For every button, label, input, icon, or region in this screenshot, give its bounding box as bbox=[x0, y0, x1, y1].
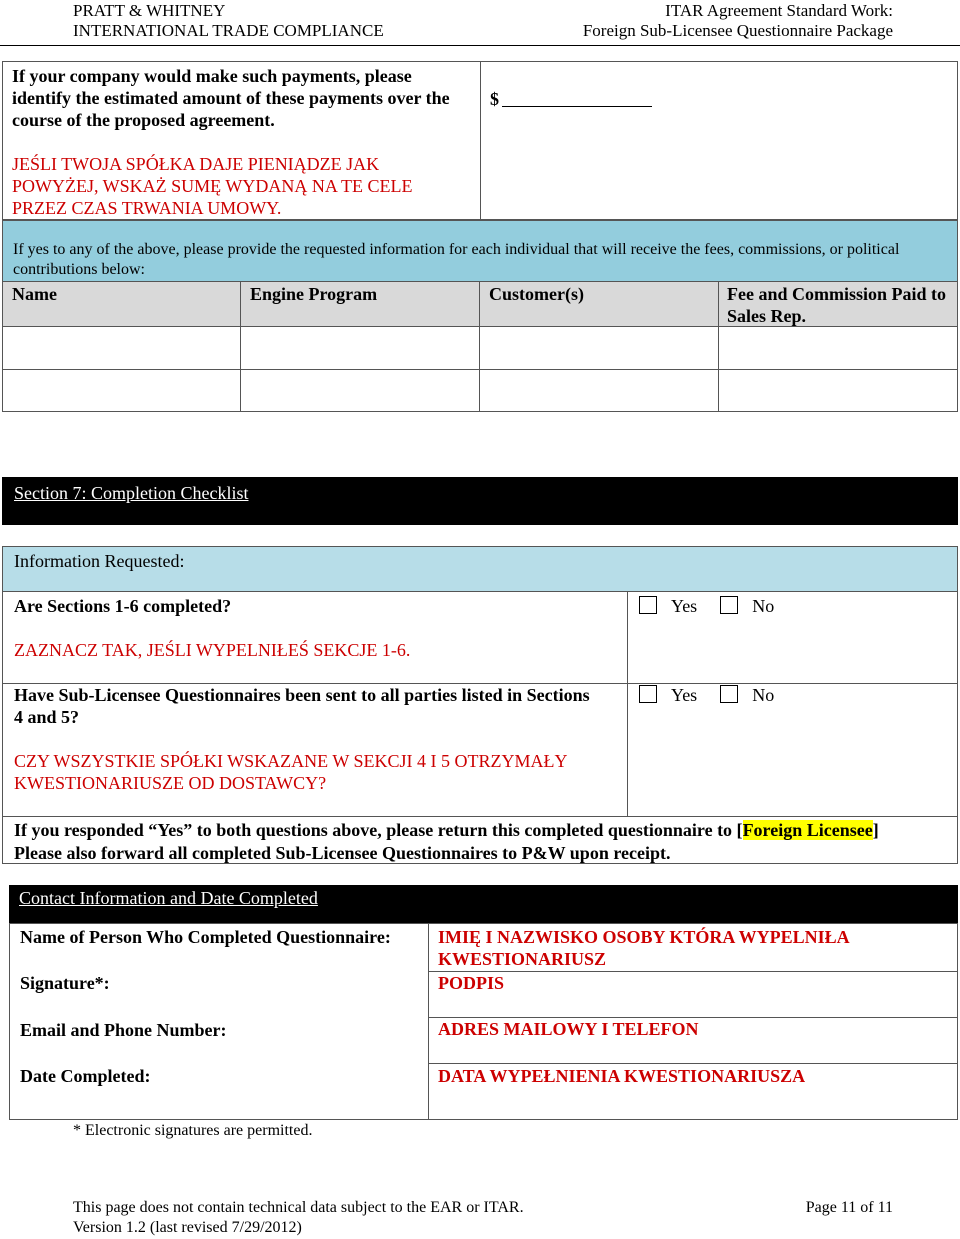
info-requested-header bbox=[2, 546, 958, 592]
header-right-line2: Foreign Sub-Licensee Questionnaire Package bbox=[582, 21, 893, 40]
contact-title: Contact Information and Date Completed bbox=[19, 888, 318, 908]
q1-no-checkbox[interactable] bbox=[720, 596, 738, 614]
contact-label-date: Date Completed: bbox=[20, 1066, 151, 1086]
header-left-line2: INTERNATIONAL TRADE COMPLIANCE bbox=[73, 21, 384, 40]
contact-label-signature: Signature*: bbox=[20, 973, 110, 993]
table-cell[interactable] bbox=[479, 369, 719, 412]
contact-labels-col bbox=[9, 923, 429, 1120]
return-instruction-line1: If you responded “Yes” to both questions above, please return this completed questionnaire to [Foreign Licensee] bbox=[14, 820, 879, 840]
table-cell[interactable] bbox=[718, 326, 958, 370]
q1-pl: ZAZNACZ TAK, JEŚLI WYPELNIŁEŚ SEKCJE 1-6. bbox=[14, 640, 411, 660]
contact-value-signature-cell[interactable] bbox=[428, 971, 958, 1018]
header-rule bbox=[0, 45, 960, 46]
contact-label-name: Name of Person Who Completed Questionnaire: bbox=[20, 927, 391, 947]
q1-yes-checkbox[interactable] bbox=[639, 596, 657, 614]
contact-value-email-cell[interactable] bbox=[428, 1017, 958, 1064]
instruction-text: If yes to any of the above, please provide the requested information for each individual that will receive the fees, commissions, or political contributions below: bbox=[13, 241, 900, 278]
contact-value-signature: PODPIS bbox=[438, 973, 505, 993]
table-cell[interactable] bbox=[240, 326, 480, 370]
table-cell[interactable] bbox=[2, 369, 241, 412]
col-header-fee-commission: Fee and Commission Paid to Sales Rep. bbox=[718, 281, 958, 327]
section7-title: Section 7: Completion Checklist bbox=[14, 483, 249, 503]
section7-header-bar bbox=[2, 477, 958, 525]
q1-cell bbox=[2, 591, 628, 684]
footer-disclaimer: This page does not contain technical data subject to the EAR or ITAR. bbox=[73, 1199, 524, 1216]
payments-amount-cell[interactable] bbox=[480, 61, 958, 220]
payments-question-pl: JEŚLI TWOJA SPÓŁKA DAJE PIENIĄDZE JAK POWYŻEJ, WSKAŻ SUMĘ WYDANĄ NA TE CELE PRZEZ CZAS TRWANIA UMOWY. bbox=[12, 154, 413, 218]
q2-pl: CZY WSZYSTKIE SPÓŁKI WSKAZANE W SEKCJI 4 I 5 OTRZYMAŁY KWESTIONARIUSZE OD DOSTAWCY? bbox=[14, 751, 567, 793]
info-requested-label: Information Requested: bbox=[14, 551, 185, 571]
contact-header-bar bbox=[9, 885, 958, 924]
q2-yes-checkbox[interactable] bbox=[639, 685, 657, 703]
foreign-licensee-highlight: Foreign Licensee bbox=[742, 820, 873, 840]
amount-input-line[interactable] bbox=[502, 106, 652, 107]
q2-answer-cell bbox=[627, 683, 958, 817]
q1-en: Are Sections 1-6 completed? bbox=[14, 596, 232, 616]
q2-cell bbox=[2, 683, 628, 817]
q1-yes-label: Yes bbox=[671, 596, 698, 616]
signature-footnote: * Electronic signatures are permitted. bbox=[73, 1122, 313, 1139]
col-header-customers: Customer(s) bbox=[479, 281, 719, 327]
contact-value-name: IMIĘ I NAZWISKO OSOBY KTÓRA WYPELNIŁA KWESTIONARIUSZ bbox=[438, 927, 849, 969]
payments-question-cell bbox=[2, 61, 481, 220]
table-cell[interactable] bbox=[240, 369, 480, 412]
q2-yes-label: Yes bbox=[671, 685, 698, 705]
header-right-line1: ITAR Agreement Standard Work: bbox=[665, 1, 893, 20]
table-cell[interactable] bbox=[479, 326, 719, 370]
q1-no-label: No bbox=[752, 596, 775, 616]
contact-label-email-phone: Email and Phone Number: bbox=[20, 1020, 227, 1040]
payments-question-en: If your company would make such payments, please identify the estimated amount of these payments over the course of the proposed agreement. bbox=[12, 66, 450, 130]
return-instruction-cell bbox=[2, 816, 958, 864]
q1-answer-cell bbox=[627, 591, 958, 684]
table-cell[interactable] bbox=[718, 369, 958, 412]
q2-no-label: No bbox=[752, 685, 775, 705]
dollar-sign: $ bbox=[490, 89, 499, 109]
footer-page-number: Page 11 of 11 bbox=[805, 1199, 893, 1216]
instruction-banner bbox=[2, 220, 958, 282]
col-header-name: Name bbox=[2, 281, 241, 327]
col-header-engine-program: Engine Program bbox=[240, 281, 480, 327]
contact-value-date: DATA WYPEŁNIENIA KWESTIONARIUSZA bbox=[438, 1066, 806, 1086]
return-instruction-line2: Please also forward all completed Sub-Licensee Questionnaires to P&W upon receipt. bbox=[14, 843, 671, 863]
footer-version: Version 1.2 (last revised 7/29/2012) bbox=[73, 1219, 302, 1236]
header-left-line1: PRATT & WHITNEY bbox=[73, 1, 226, 20]
contact-value-name-cell[interactable] bbox=[428, 923, 958, 972]
q2-en: Have Sub-Licensee Questionnaires been sent to all parties listed in Sections 4 and 5? bbox=[14, 685, 590, 727]
table-cell[interactable] bbox=[2, 326, 241, 370]
q2-no-checkbox[interactable] bbox=[720, 685, 738, 703]
contact-value-date-cell[interactable] bbox=[428, 1063, 958, 1120]
contact-value-email: ADRES MAILOWY I TELEFON bbox=[438, 1019, 699, 1039]
